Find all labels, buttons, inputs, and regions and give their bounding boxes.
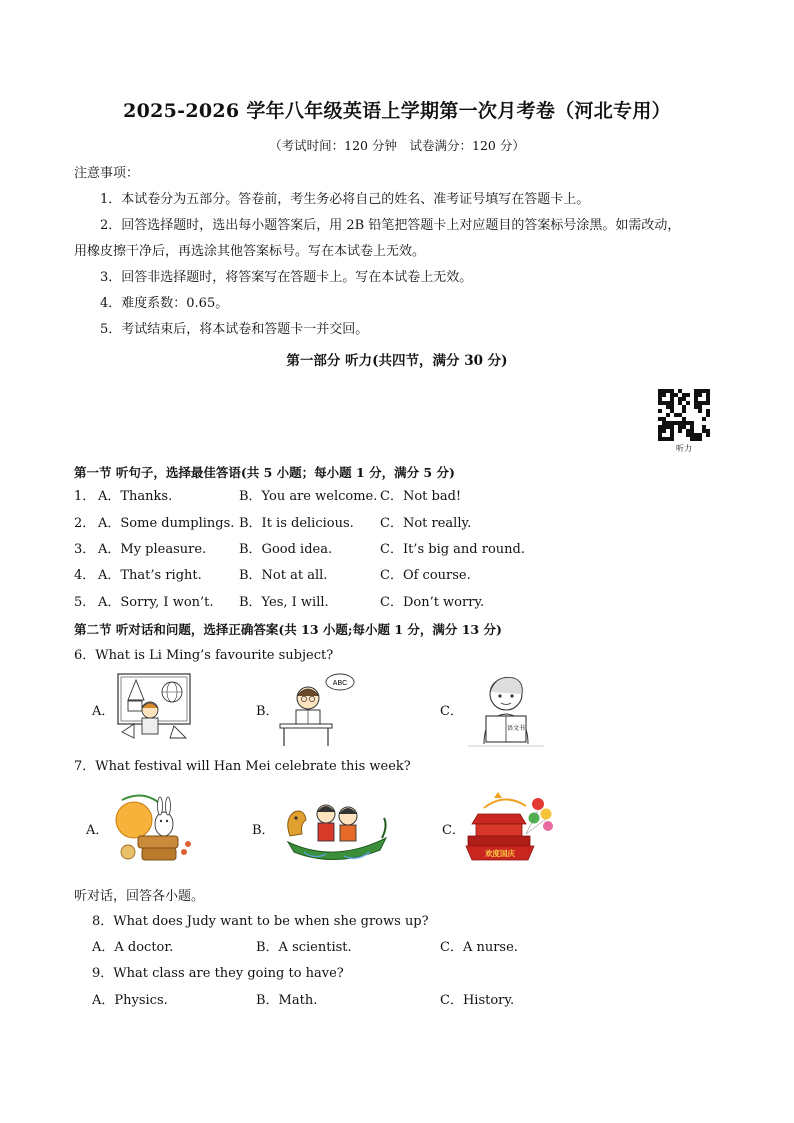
- note-item: 3．回答非选择题时，将答案写在答题卡上。写在本试卷上无效。: [100, 270, 473, 285]
- part1-title: 第一部分 听力(共四节，满分 30 分): [286, 353, 508, 369]
- section1-title: 第一节 听句子，选择最佳答语(共 5 小题；每小题 1 分，满分 5 分): [74, 465, 455, 480]
- dialogue-prompt: 听对话，回答各小题。: [74, 889, 205, 904]
- q7-option-a-label[interactable]: A．: [86, 823, 109, 838]
- option-b[interactable]: B．Math.: [256, 993, 318, 1008]
- option-b[interactable]: B．You are welcome.: [239, 489, 378, 504]
- note-item: 5．考试结束后，将本试卷和答题卡一并交回。: [100, 322, 369, 337]
- option-c[interactable]: C．Of course.: [380, 568, 471, 583]
- option-a[interactable]: A．Thanks.: [98, 489, 173, 504]
- exam-time-info: （考试时间：120 分钟 试卷满分：120 分）: [269, 138, 525, 153]
- q6-option-c-label[interactable]: C．: [440, 704, 463, 719]
- question-number: 3．: [74, 542, 96, 557]
- q6-option-a-label[interactable]: A．: [92, 704, 115, 719]
- question-number: 4．: [74, 568, 96, 583]
- english-class-illustration[interactable]: [278, 672, 362, 748]
- notes-heading: 注意事项：: [74, 166, 140, 181]
- q7-option-b-label[interactable]: B．: [252, 823, 275, 838]
- q6-option-b-label[interactable]: B．: [256, 704, 279, 719]
- section2-title: 第二节 听对话和问题，选择正确答案(共 13 小题;每小题 1 分，满分 13 分): [74, 622, 502, 637]
- dragon-boat-festival-illustration[interactable]: [284, 790, 390, 866]
- note-item: 4．难度系数：0.65。: [100, 296, 229, 311]
- option-c[interactable]: C．A nurse.: [440, 940, 518, 955]
- book-cover-text: 语文书: [506, 725, 526, 732]
- question-number: 1．: [74, 489, 96, 504]
- listening-qr-code[interactable]: [658, 389, 710, 441]
- option-c[interactable]: C．Not really.: [380, 516, 472, 531]
- national-day-illustration[interactable]: [464, 790, 554, 868]
- option-a[interactable]: A．Some dumplings.: [98, 516, 235, 531]
- option-b[interactable]: B．It is delicious.: [239, 516, 354, 531]
- abc-bubble-text: ABC: [332, 680, 348, 687]
- note-item: 2．回答选择题时，选出每小题答案后，用 2B 铅笔把答题卡上对应题目的答案标号涂黑。如需改动，: [100, 218, 681, 233]
- option-b[interactable]: B．Good idea.: [239, 542, 333, 557]
- national-day-banner-text: 欢度国庆: [485, 849, 515, 858]
- option-c[interactable]: C．It’s big and round.: [380, 542, 525, 557]
- option-b[interactable]: B．Not at all.: [239, 568, 328, 583]
- qr-label: 听力: [676, 444, 692, 453]
- question-9-text: 9．What class are they going to have?: [92, 966, 344, 981]
- note-item: 1．本试卷分为五部分。答卷前，考生务必将自己的姓名、准考证号填写在答题卡上。: [100, 192, 590, 207]
- question-number: 2．: [74, 516, 96, 531]
- mid-autumn-festival-illustration[interactable]: [112, 790, 198, 868]
- option-a[interactable]: A．My pleasure.: [98, 542, 207, 557]
- math-class-illustration[interactable]: [112, 672, 192, 744]
- option-c[interactable]: C．Not bad!: [380, 489, 462, 504]
- question-number: 5．: [74, 595, 96, 610]
- option-a[interactable]: A．Physics.: [92, 993, 168, 1008]
- q7-option-c-label[interactable]: C．: [442, 823, 465, 838]
- note-item: 用橡皮擦干净后，再选涂其他答案标号。写在本试卷上无效。: [74, 244, 426, 259]
- option-a[interactable]: A．That’s right.: [98, 568, 202, 583]
- question-6-text: 6．What is Li Ming’s favourite subject?: [74, 648, 334, 663]
- page-title: 2025-2026 学年八年级英语上学期第一次月考卷（河北专用）: [123, 100, 671, 122]
- option-c[interactable]: C．History.: [440, 993, 515, 1008]
- option-b[interactable]: B．A scientist.: [256, 940, 352, 955]
- question-7-text: 7．What festival will Han Mei celebrate this week?: [74, 759, 411, 774]
- chinese-class-illustration[interactable]: [466, 672, 546, 750]
- option-a[interactable]: A．A doctor.: [92, 940, 174, 955]
- option-b[interactable]: B．Yes, I will.: [239, 595, 329, 610]
- option-c[interactable]: C．Don’t worry.: [380, 595, 485, 610]
- option-a[interactable]: A．Sorry, I won’t.: [98, 595, 214, 610]
- question-8-text: 8．What does Judy want to be when she grows up?: [92, 914, 429, 929]
